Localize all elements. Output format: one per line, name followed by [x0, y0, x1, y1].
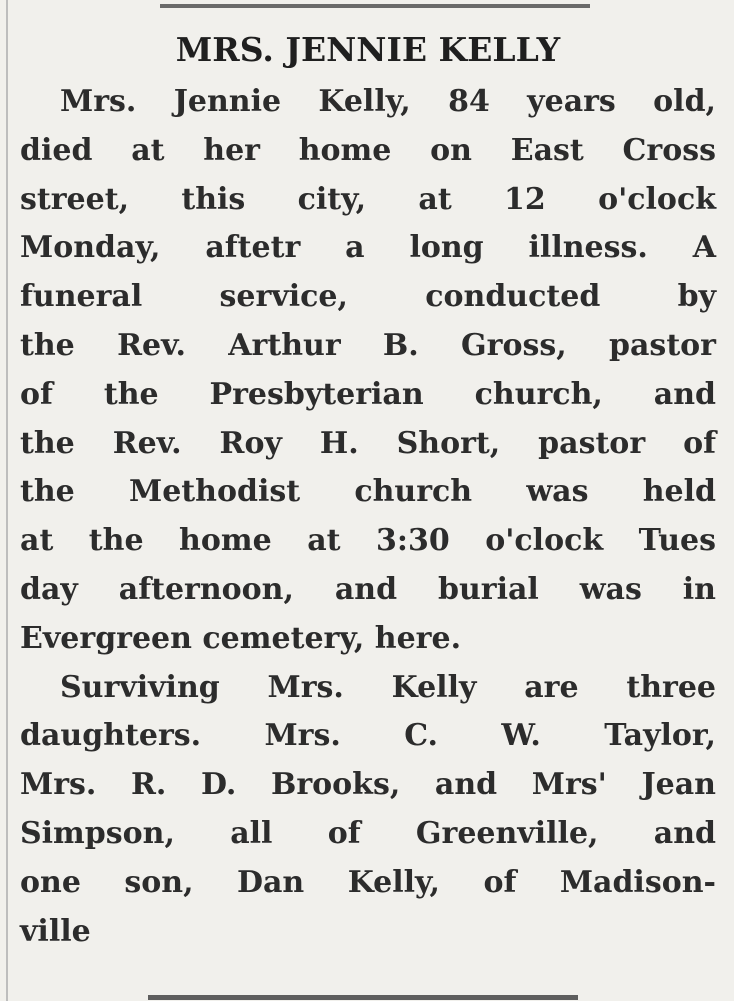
text-line: funeral service, conducted by	[20, 279, 716, 315]
text-line: Mrs. R. D. Brooks, and Mrs' Jean	[20, 767, 716, 803]
text-line: Surviving Mrs. Kelly are three	[60, 669, 716, 705]
text-line: the Rev. Roy H. Short, pastor of	[20, 425, 716, 461]
obituary-article	[20, 28, 716, 956]
text-line: street, this city, at 12 o'clock	[20, 181, 716, 217]
text-line: Monday, aftetr a long illness. A	[20, 230, 716, 266]
text-line: the Methodist church was held	[20, 474, 716, 510]
text-line: died at her home on East Cross	[20, 132, 716, 168]
text-line: the Rev. Arthur B. Gross, pastor	[20, 327, 716, 363]
text-line: of the Presbyterian church, and	[20, 376, 716, 412]
text-line: day afternoon, and burial was in	[20, 571, 716, 607]
paragraph-1	[20, 78, 716, 664]
text-line: ville	[20, 913, 91, 949]
top-separator-rule	[160, 4, 590, 8]
text-line: Simpson, all of Greenville, and	[20, 815, 716, 851]
text-line: at the home at 3:30 o'clock Tues	[20, 523, 716, 559]
paragraph-2	[20, 664, 716, 957]
text-line: Evergreen cemetery, here.	[20, 620, 462, 656]
text-line: Mrs. Jennie Kelly, 84 years old,	[60, 84, 716, 119]
article-headline: MRS. JENNIE KELLY	[175, 30, 561, 69]
text-line: one son, Dan Kelly, of Madison-	[20, 864, 716, 900]
bottom-separator-rule	[148, 995, 578, 1000]
column-divider	[6, 0, 8, 1001]
text-line: daughters. Mrs. C. W. Taylor,	[20, 718, 716, 754]
